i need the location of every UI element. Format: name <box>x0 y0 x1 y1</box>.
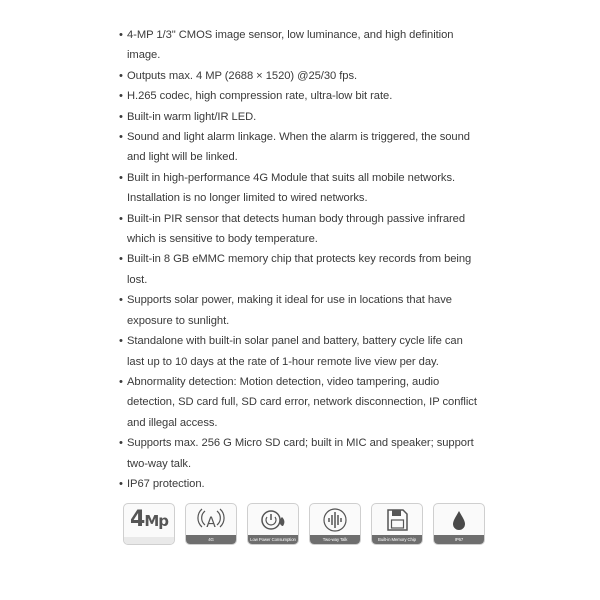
feature-line: two-way talk. <box>127 457 192 470</box>
badge-4mp <box>123 503 175 545</box>
feature-item <box>119 372 479 433</box>
signal-antenna-icon <box>186 504 236 535</box>
feature-item <box>119 86 479 106</box>
bullet-icon: • <box>119 69 123 82</box>
feature-item <box>119 168 479 209</box>
water-drop-icon <box>434 504 484 535</box>
4g-glyph: A <box>206 514 216 531</box>
feature-item <box>119 474 479 494</box>
ip67-caption: IP67 <box>434 535 484 544</box>
4g-caption: 4G <box>186 535 236 544</box>
feature-line: IP67 protection. <box>127 477 205 490</box>
feature-item <box>119 127 479 168</box>
feature-line: Installation is no longer limited to wired networks. <box>127 192 368 205</box>
two-way-talk-caption: Two-way Talk <box>310 535 360 544</box>
bullet-icon: • <box>119 477 123 490</box>
memory-chip-caption: Built-in Memory Chip <box>372 535 422 544</box>
feature-item <box>119 331 479 372</box>
feature-item <box>119 209 479 250</box>
bullet-icon: • <box>119 29 123 41</box>
bullet-icon: • <box>119 253 123 266</box>
feature-line: Built-in 8 GB eMMC memory chip that protects key records from being <box>127 253 472 266</box>
voice-wave-icon <box>310 504 360 535</box>
badge-two-way-talk <box>309 503 361 545</box>
feature-line: Standalone with built-in solar panel and battery, battery cycle life can <box>127 335 463 348</box>
feature-line: last up to 10 days at the rate of 1-hour remote live view per day. <box>127 355 439 368</box>
low-power-caption: Low Power Consumption <box>248 535 298 544</box>
feature-line: and light will be linked. <box>127 151 238 164</box>
feature-line: Outputs max. 4 MP (2688 × 1520) @25/30 fps. <box>127 69 358 82</box>
4mp-big: 4 <box>130 507 145 532</box>
feature-line: Abnormality detection: Motion detection, video tampering, audio <box>127 375 440 388</box>
feature-item <box>119 433 479 474</box>
feature-line: image. <box>127 49 161 62</box>
bullet-icon: • <box>119 375 123 388</box>
feature-item <box>119 107 479 127</box>
feature-line: detection, SD card full, SD card error, network disconnection, IP conflict <box>127 396 477 409</box>
floppy-disk-icon <box>372 504 422 535</box>
feature-line: Built in high-performance 4G Module that suits all mobile networks. <box>127 171 456 184</box>
bullet-icon: • <box>119 437 123 450</box>
feature-line: Sound and light alarm linkage. When the alarm is triggered, the sound <box>127 131 470 144</box>
feature-line: 4-MP 1/3" CMOS image sensor, low luminance, and high definition <box>127 29 454 41</box>
bullet-icon: • <box>119 212 123 225</box>
badge-low-power <box>247 503 299 545</box>
feature-line: and illegal access. <box>127 416 218 429</box>
bullet-icon: • <box>119 171 123 184</box>
feature-item <box>119 290 479 331</box>
feature-item <box>119 249 479 290</box>
feature-line: Built-in warm light/IR LED. <box>127 110 257 123</box>
bullet-icon: • <box>119 110 123 123</box>
bullet-icon: • <box>119 294 123 307</box>
bullet-icon: • <box>119 335 123 348</box>
bullet-icon: • <box>119 90 123 103</box>
4mp-small: Mp <box>144 512 168 530</box>
feature-item <box>119 66 479 86</box>
power-leaf-icon <box>248 504 298 535</box>
feature-line: exposure to sunlight. <box>127 314 230 327</box>
feature-line: H.265 codec, high compression rate, ultra-low bit rate. <box>127 90 393 103</box>
4mp-bar <box>124 537 174 544</box>
feature-line: Built-in PIR sensor that detects human body through passive infrared <box>127 212 466 225</box>
badge-4g <box>185 503 237 545</box>
feature-list <box>119 25 479 494</box>
feature-line: which is sensitive to body temperature. <box>127 233 318 246</box>
feature-line: lost. <box>127 273 148 286</box>
feature-badges <box>123 503 485 545</box>
bullet-icon: • <box>119 131 123 144</box>
badge-ip67 <box>433 503 485 545</box>
badge-memory-chip <box>371 503 423 545</box>
feature-item <box>119 25 479 66</box>
4mp-icon <box>124 504 174 537</box>
feature-line: Supports solar power, making it ideal for use in locations that have <box>127 294 452 307</box>
feature-line: Supports max. 256 G Micro SD card; built in MIC and speaker; support <box>127 437 474 450</box>
